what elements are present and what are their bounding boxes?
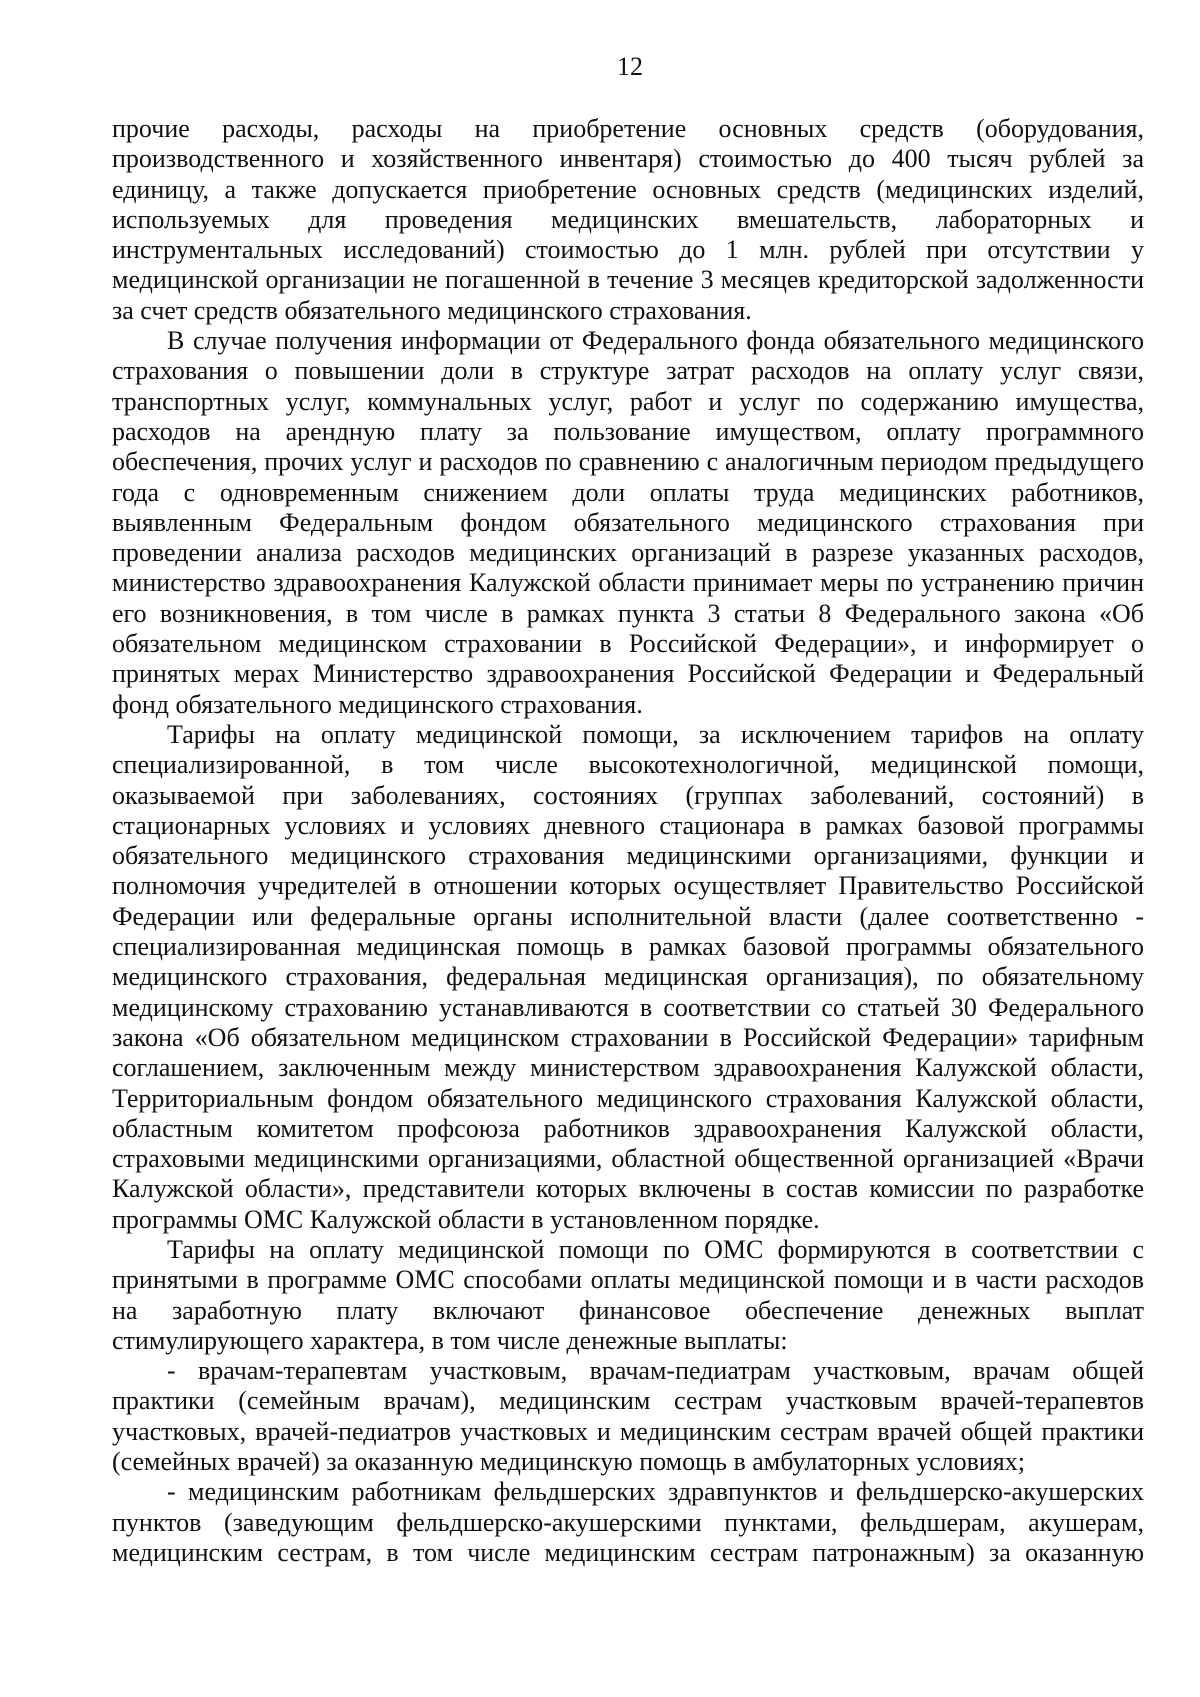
line: специализированная медицинская помощь в рамках базовой программы обязательного: [112, 932, 1144, 962]
line: стационарных условиях и условиях дневного стационара в рамках базовой программы: [112, 810, 1144, 840]
line: специализированной, в том числе высокотехнологичной, медицинской помощи,: [112, 750, 1144, 780]
line: инструментальных исследований) стоимостью до 1 млн. рублей при отсутствии у: [112, 235, 1144, 265]
line: медицинских работников, выявленным Федеральным фондом обязательного медицинского: [112, 477, 1145, 537]
line: медицинским сестрам, в том числе медицинским сестрам патронажным) за оказанную: [112, 1537, 1144, 1567]
paragraph-6: [112, 1477, 1144, 1568]
line: Территориальным фондом обязательного медицинского страхования Калужской области,: [112, 1083, 1144, 1113]
line: страхования при проведении анализа расходов медицинских организаций в разрезе: [112, 507, 1144, 568]
document-body: [112, 114, 1144, 1568]
line: периодом предыдущего года с одновременным снижением доли оплаты труда: [112, 447, 1144, 507]
line: областным комитетом профсоюза работников здравоохранения Калужской области,: [112, 1113, 1144, 1143]
line: программы ОМС Калужской области в установленном порядке.: [112, 1204, 820, 1234]
line: медицинской организации не погашенной в течение 3 месяцев кредиторской: [112, 265, 969, 295]
line: производственного и хозяйственного инвентаря) стоимостью до 400 тысяч рублей за: [112, 144, 1144, 174]
line: Федерального закона «Об обязательном медицинском страховании в Российской: [112, 598, 1145, 659]
line: указанных расходов, министерство здравоохранения Калужской области принимает меры: [112, 538, 1144, 598]
line: стимулирующего характера, в том числе денежные выплаты:: [112, 1325, 788, 1355]
line: практики (семейным врачам), медицинским сестрам участковым врачей-терапевтов: [112, 1386, 1144, 1416]
line: прочие расходы, расходы на приобретение основных средств (оборудования,: [112, 114, 1144, 143]
line: программного обеспечения, прочих услуг и расходов по сравнению с аналогичным: [112, 416, 1144, 477]
line: пунктов (заведующим фельдшерско-акушерскими пунктами, фельдшерам, акушерам,: [112, 1507, 1144, 1537]
line: Тарифы на оплату медицинской помощи по ОМС формируются в соответствии с: [167, 1234, 1144, 1264]
paragraph-3: [112, 720, 1144, 1235]
line: полномочия учредителей в отношении которых осуществляет Правительство Российской: [112, 871, 1144, 901]
line: медицинского страхования о повышении доли в структуре затрат расходов на оплату услуг: [112, 326, 1144, 386]
line: Российской Федерации и Федеральный фонд обязательного медицинского страхования.: [112, 659, 1145, 719]
line: обязательного медицинского страхования медицинскими организациями, функции и: [112, 841, 1144, 871]
line: медицинскому страхованию устанавливаются в соответствии со статьей 30 Федерального: [112, 992, 1144, 1022]
line: участковых, врачей-педиатров участковых и медицинским сестрам врачей общей практики: [112, 1416, 1144, 1446]
line: Тарифы на оплату медицинской помощи, за исключением тарифов на оплату: [167, 719, 1144, 749]
line: связи, транспортных услуг, коммунальных услуг, работ и услуг по содержанию: [112, 356, 1145, 416]
line: В случае получения информации от Федерального фонда обязательного: [167, 326, 980, 356]
line: принятыми в программе ОМС способами оплаты медицинской помощи и в части расходов: [112, 1265, 1144, 1295]
page-number: 12: [617, 52, 643, 81]
line: Федерации или федеральные органы исполнительной власти (далее соответственно -: [112, 901, 1144, 931]
line: по устранению причин его возникновения, в том числе в рамках пункта 3 статьи 8: [112, 568, 1144, 628]
line: имущества, расходов на арендную плату за пользование имуществом, оплату: [112, 386, 1144, 446]
line: Федерации», и информирует о принятых мерах Министерство здравоохранения: [112, 629, 1145, 689]
line: - врачам-терапевтам участковым, врачам-педиатрам участковым, врачам общей: [167, 1356, 1144, 1386]
line: Калужской области», представители которых включены в состав комиссии по разработке: [112, 1174, 1144, 1204]
line: закона «Об обязательном медицинском страховании в Российской Федерации» тарифным: [112, 1022, 1144, 1052]
paragraph-1: [112, 114, 1144, 326]
line: используемых для проведения медицинских вмешательств, лабораторных и: [112, 204, 1144, 234]
line: оказываемой при заболеваниях, состояниях (группах заболеваний, состояний) в: [112, 780, 1144, 810]
line: на заработную плату включают финансовое обеспечение денежных выплат: [112, 1295, 1144, 1325]
line: медицинского страхования, федеральная медицинская организация), по обязательному: [112, 962, 1144, 992]
paragraph-4: [112, 1235, 1144, 1356]
line: (семейных врачей) за оказанную медицинскую помощь в амбулаторных условиях;: [112, 1447, 1025, 1477]
paragraph-2: [112, 326, 1144, 720]
line: соглашением, заключенным между министерством здравоохранения Калужской области,: [112, 1053, 1144, 1083]
line: задолженности за счет средств обязательного медицинского страхования.: [112, 265, 1144, 325]
line: - медицинским работникам фельдшерских здравпунктов и фельдшерско-акушерских: [167, 1477, 1144, 1507]
paragraph-5: [112, 1356, 1144, 1477]
line: единицу, а также допускается приобретение основных средств (медицинских изделий,: [112, 174, 1144, 204]
line: страховыми медицинскими организациями, областной общественной организацией «Врачи: [112, 1144, 1144, 1174]
